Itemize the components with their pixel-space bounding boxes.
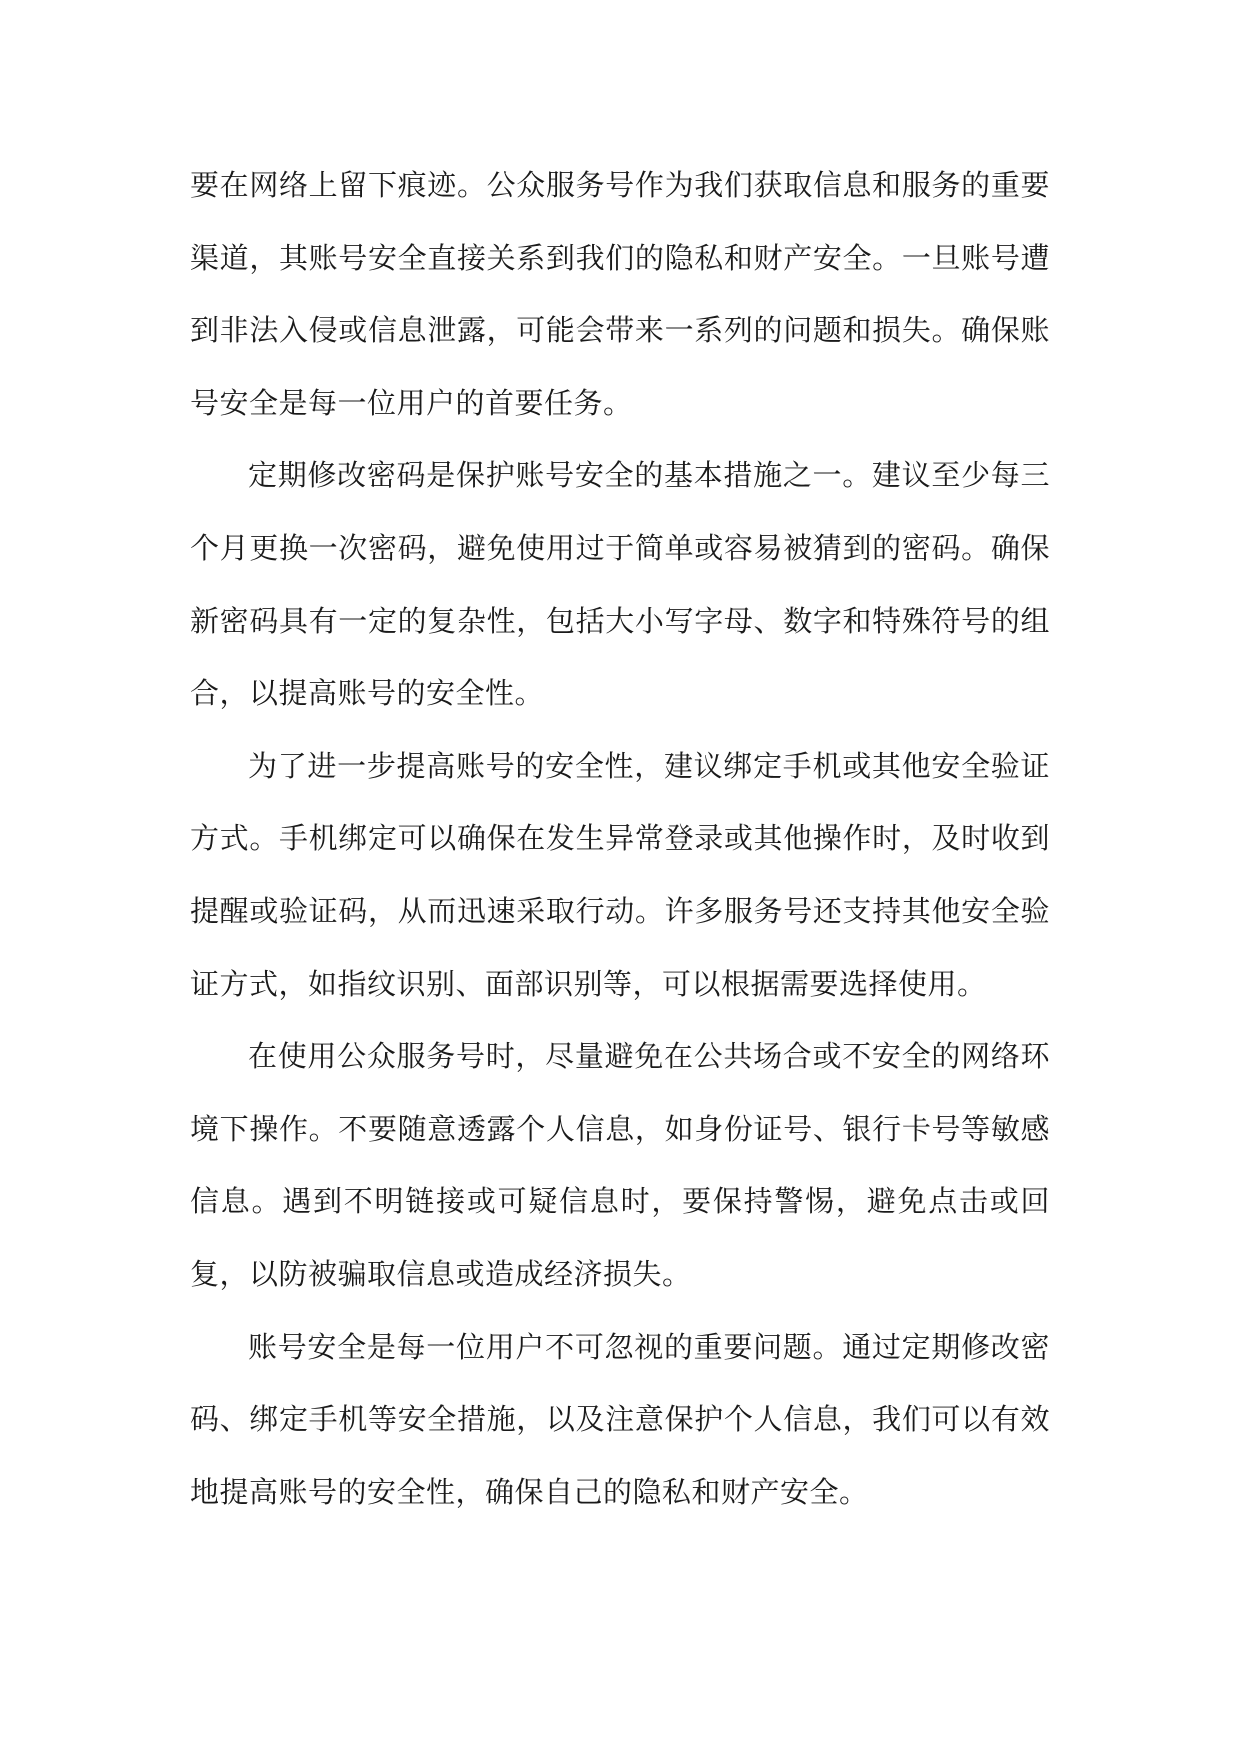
paragraph-3: 为了进一步提高账号的安全性，建议绑定手机或其他安全验证方式。手机绑定可以确保在发生异常登录或其他操作时，及时收到提醒或验证码，从而迅速采取行动。许多服务号还支持其他安全验证方式，如指纹识别、面部识别等，可以根据需要选择使用。 [190,748,1050,1001]
document-body [190,149,1050,1528]
paragraph-5: 账号安全是每一位用户不可忽视的重要问题。通过定期修改密码、绑定手机等安全措施，以及注意保护个人信息，我们可以有效地提高账号的安全性，确保自己的隐私和财产安全。 [190,1329,1050,1509]
paragraph-4: 在使用公众服务号时，尽量避免在公共场合或不安全的网络环境下操作。不要随意透露个人信息，如身份证号、银行卡号等敏感信息。遇到不明链接或可疑信息时，要保持警惕，避免点击或回复，以防被骗取信息或造成经济损失。 [190,1039,1050,1291]
paragraph-2: 定期修改密码是保护账号安全的基本措施之一。建议至少每三个月更换一次密码，避免使用过于简单或容易被猜到的密码。确保新密码具有一定的复杂性，包括大小写字母、数字和特殊符号的组合，以提高账号的安全性。 [190,458,1050,711]
paragraph-1: 要在网络上留下痕迹。公众服务号作为我们获取信息和服务的重要渠道，其账号安全直接关系到我们的隐私和财产安全。一旦账号遭到非法入侵或信息泄露，可能会带来一系列的问题和损失。确保账号安全是每一位用户的首要任务。 [190,168,1050,420]
